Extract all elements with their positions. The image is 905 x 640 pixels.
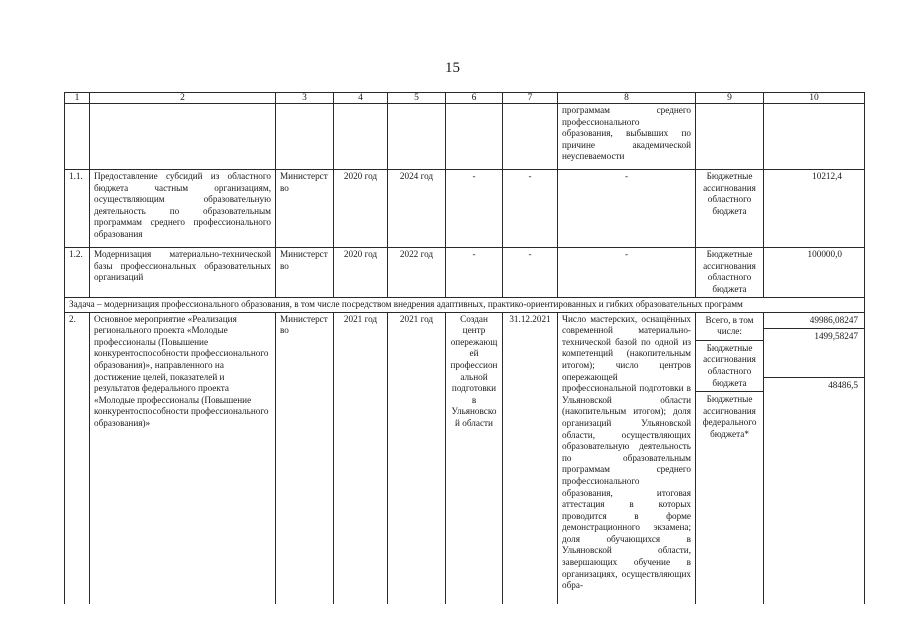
end-year: 2022 год — [388, 248, 446, 298]
funding-amount-regional: 1499,58247 — [764, 328, 864, 377]
start-year: 2021 год — [334, 312, 388, 604]
result-date: - — [503, 248, 558, 298]
column-number: 7 — [503, 93, 558, 104]
row-number: 1.2. — [65, 248, 90, 298]
start-year: 2020 год — [334, 170, 388, 248]
column-number: 3 — [276, 93, 334, 104]
funding-source: Бюджетные ассигнования областного бюджета — [696, 170, 764, 248]
program-table — [64, 92, 865, 604]
column-number: 6 — [446, 93, 503, 104]
column-number-row — [65, 93, 865, 104]
indicator: - — [558, 248, 696, 298]
funding-source-list — [696, 312, 764, 604]
funding-amount: 10212,4 — [764, 170, 865, 248]
result-date: - — [503, 170, 558, 248]
indicator: Число мастерских, оснащённых современной материально-технической базой по одной из компетенций (накопительным итогом); число центров опережающей профессиональной подготовки в Ульяновской области (накопительным итогом); доля организаций Ульяновской области, осуществляющих образовательную деятельность по образовательным программам среднего профессионального образования, итоговая аттестация в которых проводится в форме демонстрационного экзамена; доля обучающихся в Ульяновской области, завершающих обучение в организациях, осуществляющих обра- — [558, 312, 696, 604]
column-number: 9 — [696, 93, 764, 104]
funding-source-regional: Бюджетные ассигнования областного бюджета — [696, 340, 763, 391]
funding-source: Бюджетные ассигнования областного бюджета — [696, 248, 764, 298]
table-row — [65, 312, 865, 604]
row-number: 2. — [65, 312, 90, 604]
result: - — [446, 248, 503, 298]
column-number: 8 — [558, 93, 696, 104]
result: - — [446, 170, 503, 248]
funding-amount-total: 49986,08247 — [809, 314, 858, 325]
table-row — [65, 248, 865, 298]
funding-amount: 100000,0 — [764, 248, 865, 298]
end-year: 2021 год — [388, 312, 446, 604]
result: Создан центр опережающей профессиональной подготовки в Ульяновской области — [446, 312, 503, 604]
column-number: 1 — [65, 93, 90, 104]
start-year: 2020 год — [334, 248, 388, 298]
funding-amount-federal: 48486,5 — [764, 377, 864, 394]
executor: Министерство — [276, 170, 334, 248]
end-year: 2024 год — [388, 170, 446, 248]
column-number: 4 — [334, 93, 388, 104]
funding-source-total: Всего, в том числе: — [705, 314, 754, 337]
executor: Министерство — [276, 312, 334, 604]
table-row — [65, 170, 865, 248]
table-row-continuation — [65, 104, 865, 170]
task-row — [65, 298, 865, 313]
task-description: Задача – модернизация профессионального образования, в том числе посредством внедрения адаптивных, практико-ориентированных и гибких образовательных программ — [65, 298, 865, 313]
measure-name: Предоставление субсидий из областного бюджета частным организациям, осуществляющим образовательную деятельность по образовательным программам среднего профессионального образования — [90, 170, 276, 248]
indicator-cell: программам среднего профессионального образования, выбывших по причине академической неуспеваемости — [558, 104, 696, 170]
funding-amount-list — [764, 312, 865, 604]
result-date: 31.12.2021 — [503, 312, 558, 604]
column-number: 5 — [388, 93, 446, 104]
column-number: 2 — [90, 93, 276, 104]
indicator: - — [558, 170, 696, 248]
measure-name: Основное мероприятие «Реализация регионального проекта «Молодые профессионалы (Повышение конкурентоспособности профессионального образования)», направленного на достижение целей, показателей и результатов федерального проекта «Молодые профессионалы (Повышение конкурентоспособности профессионального образования)» — [90, 312, 276, 604]
page-number: 15 — [445, 60, 460, 76]
funding-source-federal: Бюджетные ассигнования федерального бюджета* — [696, 391, 763, 442]
executor: Министерство — [276, 248, 334, 298]
row-number: 1.1. — [65, 170, 90, 248]
column-number: 10 — [764, 93, 865, 104]
measure-name: Модернизация материально-технической базы профессиональных образовательных организаций — [90, 248, 276, 298]
